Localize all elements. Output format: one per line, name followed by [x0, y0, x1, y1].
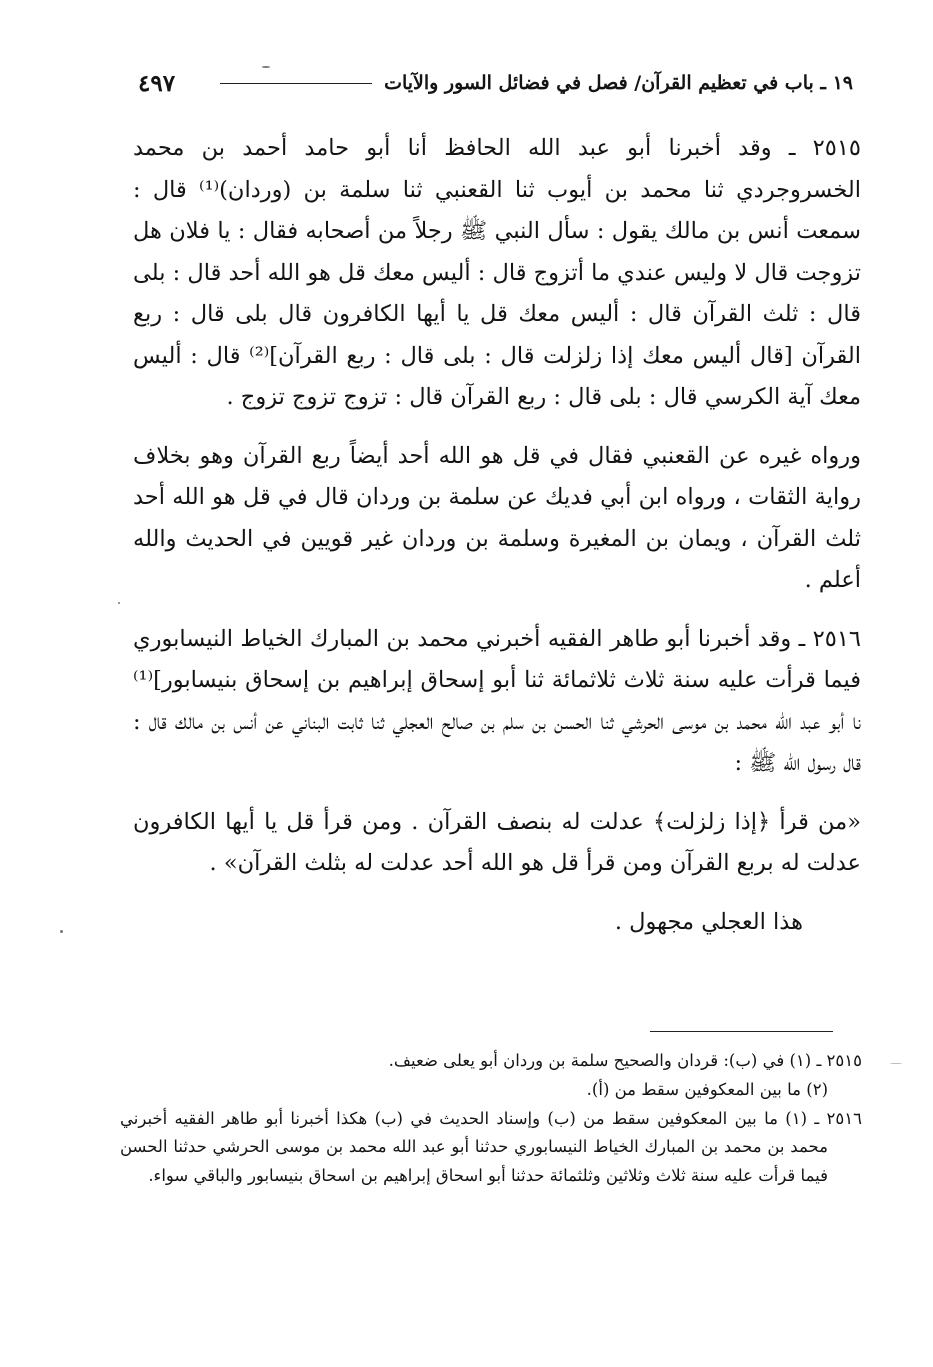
main-text	[133, 128, 861, 943]
footnote-2515-1: ٢٥١٥ ـ (١) في (ب): قردان والصحيح سلمة بن وردان أبو يعلى ضعيف.	[388, 1051, 862, 1070]
scan-speck	[262, 66, 270, 68]
header-rule	[220, 83, 372, 84]
page-header	[128, 60, 853, 106]
commentary-paragraph: ورواه غيره عن القعنبي فقال في قل هو الله أحد أيضاً ربع القرآن وهو بخلاف رواية الثقات ، ورواه ابن أبي فديك عن سلمة بن وردان قال في قل هو الله أحد ثلث القرآن ، ويمان بن المغيرة وسلمة بن وردان غير قويين في الحديث والله أعلم .	[133, 442, 861, 593]
scan-speck	[118, 602, 120, 604]
running-title: ١٩ ـ باب في تعظيم القرآن/ فصل في فضائل السور والآيات	[384, 72, 853, 94]
hadith-2516: ٢٥١٦ ـ وقد أخبرنا أبو طاهر الفقيه أخبرني محمد بن المبارك الخياط النيسابوري فيما قرأت عليه سنة ثلاث ثلاثمائة ثنا أبو إسحاق إبراهيم بن إسحاق بنيسابور]⁽¹⁾ نا أبو عبد الله محمد بن موسى الحرشي ثنا الحسن بن سلم بن صالح العجلي ثنا ثابت البناني عن أنس بن مالك قال : قال رسول الله ﷺ :	[133, 625, 861, 776]
scan-speck	[890, 1063, 902, 1064]
footnote-2515-2: (٢) ما بين المعكوفين سقط من (أ).	[586, 1079, 828, 1099]
scan-speck	[60, 930, 63, 933]
conclusion-line: هذا العجلي مجهول .	[614, 908, 803, 935]
hadith-quote: «من قرأ ﴿إذا زلزلت﴾ عدلت له بنصف القرآن . ومن قرأ قل يا أيها الكافرون عدلت له بربع القرآن ومن قرأ قل هو الله أحد عدلت له بثلث القرآن» .	[133, 808, 861, 876]
hadith-2515: ٢٥١٥ ـ وقد أخبرنا أبو عبد الله الحافظ أنا أبو حامد أحمد بن محمد الخسروجردي ثنا محمد بن أيوب ثنا القعنبي ثنا سلمة بن (وردان)⁽¹⁾ قال : سمعت أنس بن مالك يقول : سأل النبي ﷺ رجلاً من أصحابه فقال : يا فلان هل تزوجت قال لا وليس عندي ما أتزوج قال : أليس معك قل هو الله أحد قال : بلى قال : ثلث القرآن قال : أليس معك قل يا أيها الكافرون قال بلى قال : ربع القرآن [قال أليس معك إذا زلزلت قال : بلى قال : ربع القرآن]⁽²⁾ قال : أليس معك آية الكرسي قال : بلى قال : ربع القرآن قال : تزوج تزوج تزوج .	[133, 135, 862, 410]
footnote-2516-1: ٢٥١٦ ـ (١) ما بين المعكوفين سقط من (ب) وإسناد الحديث في (ب) هكذا أخبرنا أبو طاهر الفقيه أخبرني محمد بن محمد بن المبارك الخياط النيسابوري حدثنا أبو عبد الله محمد بن موسى الحرشي حدثنا الحسن فيما قرأت عليه سنة ثلاث وثلاثين وثلثمائة حدثنا أبو اسحاق إبراهيم بن اسحاق بنيسابور والباقي سواء.	[120, 1108, 862, 1186]
page-number: ٤٩٧	[138, 69, 176, 97]
footnotes	[120, 1047, 862, 1191]
footnote-separator	[650, 1031, 833, 1032]
